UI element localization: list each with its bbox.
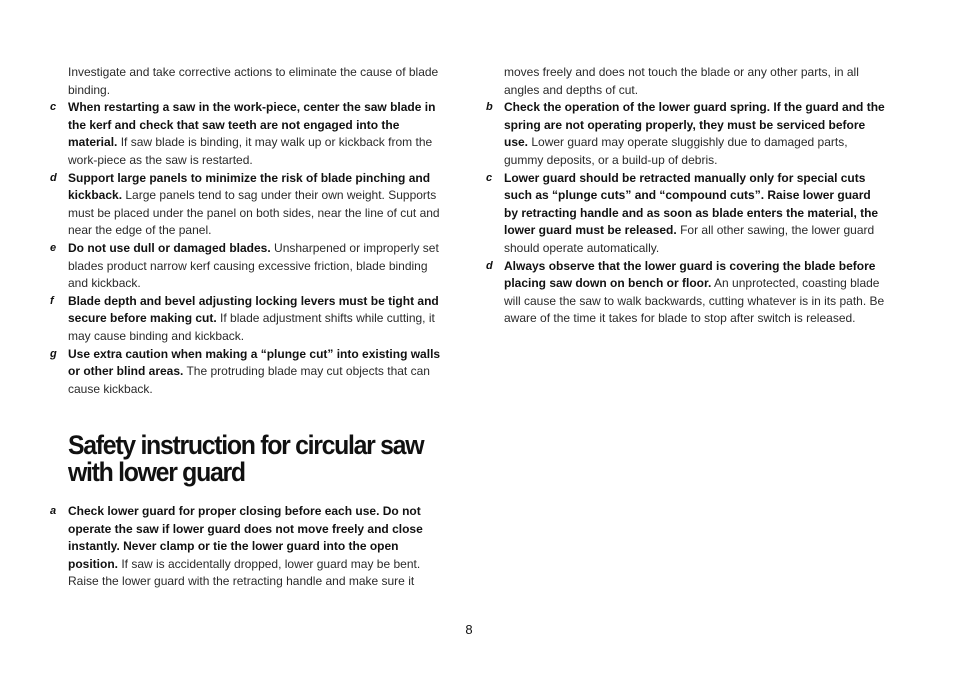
list-item (486, 258, 888, 328)
list-item (50, 293, 446, 346)
item-bold-text: Always observe that the lower guard is covering the blade before placing saw down on bench or floor. (504, 258, 876, 291)
item-bold-text: When restarting a saw in the work-piece, center the saw blade in the kerf and check that saw teeth are not engaged into the material. (68, 100, 436, 150)
item-text: Large panels tend to sag under their own weight. Supports must be placed under the panel on both sides, near the line of cut and near the edge of the panel. (68, 188, 440, 238)
item-bold-text: Support large panels to minimize the risk of blade pinching and kickback. (68, 170, 431, 203)
left-column (50, 64, 446, 398)
continuation-paragraph: moves freely and does not touch the blade or any other parts, in all angles and depths of cut. (504, 65, 859, 97)
item-text: If saw is accidentally dropped, lower guard may be bent. Raise the lower guard with the retracting handle and make sure it (68, 556, 421, 589)
intro-paragraph: Investigate and take corrective actions to eliminate the cause of blade binding. (68, 65, 439, 97)
item-letter: a (50, 505, 57, 517)
item-bold-text: Use extra caution when making a “plunge cut” into existing walls or other blind areas. (68, 346, 441, 379)
item-text: An unprotected, coasting blade will cause the saw to walk backwards, cutting whatever is in its path. Be aware of the time it takes for blade to stop after switch is released. (504, 276, 885, 326)
item-text: For all other sawing, the lower guard should operate automatically. (504, 223, 875, 255)
right-column (486, 64, 888, 328)
list-item (50, 240, 446, 293)
section-list (50, 503, 446, 591)
item-text: Unsharpened or improperly set blades product narrow kerf causing excessive friction, blade binding and kickback. (68, 240, 439, 291)
item-bold-text: Lower guard should be retracted manually only for special cuts such as “plunge cuts” and “compound cuts”. Raise lower guard by retracting handle and as soon as blade enters the material, the lower guard must be released. (504, 170, 879, 238)
list-item (486, 99, 888, 169)
item-letter: d (486, 259, 493, 272)
item-bold-text: Check lower guard for proper closing before each use. Do not operate the saw if lower guard does not move freely and close instantly. Never clamp or tie the lower guard into the open position. (68, 504, 423, 571)
page-number: 8 (465, 622, 473, 637)
item-letter: d (50, 171, 57, 184)
item-letter: c (486, 171, 493, 184)
list-item (50, 503, 446, 591)
item-text: Lower guard may operate sluggishly due to damaged parts, gummy deposits, or a build-up of debris. (504, 135, 848, 167)
item-bold-text: Blade depth and bevel adjusting locking levers must be tight and secure before making cut. (68, 293, 439, 326)
item-letter: e (50, 241, 57, 254)
list-item (50, 99, 446, 169)
item-bold-text: Do not use dull or damaged blades. (68, 240, 271, 255)
section-heading: Safety instruction for circular saw with lower guard (68, 430, 424, 487)
item-letter: g (50, 347, 57, 360)
item-text: The protruding blade may cut objects that can cause kickback. (68, 364, 430, 396)
list-item (50, 170, 446, 240)
item-letter: b (486, 101, 493, 114)
item-text: If blade adjustment shifts while cutting, it may cause binding and kickback. (68, 311, 435, 343)
item-bold-text: Check the operation of the lower guard spring. If the guard and the spring are not operating properly, they must be serviced before use. (504, 100, 885, 150)
item-letter: f (50, 294, 54, 307)
item-text: If saw blade is binding, it may walk up or kickback from the work-piece as the saw is restarted. (68, 135, 433, 167)
item-letter: c (50, 101, 57, 114)
list-item (50, 346, 446, 399)
list-item (486, 170, 888, 258)
